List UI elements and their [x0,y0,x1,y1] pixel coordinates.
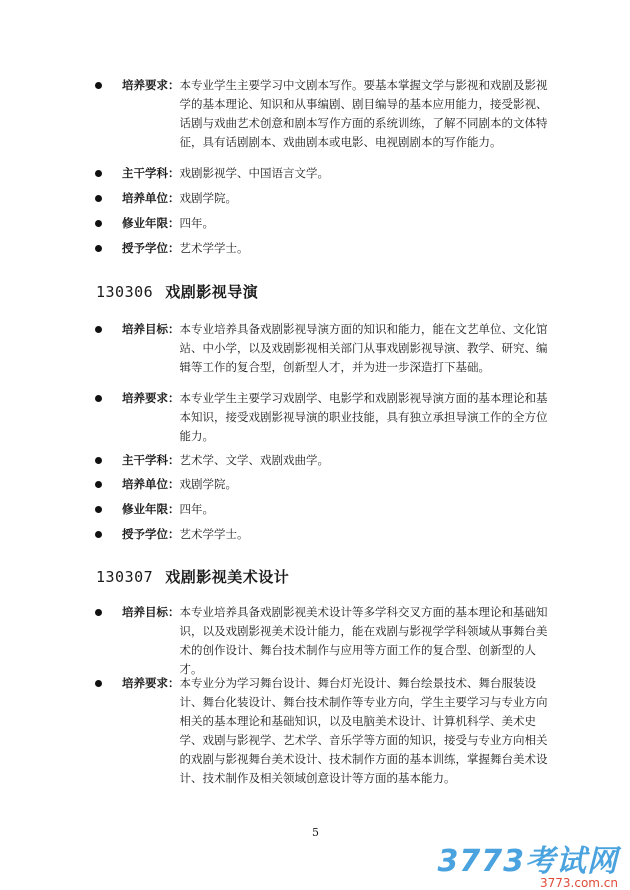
watermark-sub-text: 3773.com.cn [540,876,618,890]
list-item-main-disciplines [96,451,548,470]
bullet-icon [95,326,102,333]
item-text: 艺术学、文学、戏剧戏曲学。 [179,453,329,467]
item-label: 修业年限： [122,216,180,230]
bullet-icon [95,457,102,464]
item-text: 四年。 [179,216,214,230]
bullet-icon [95,481,102,488]
item-text: 本专业培养具备戏剧影视美术设计等多学科交叉方面的基本理论和基础知识，以及戏剧影视美术设计能力，能在戏剧与影视学学科领域从事舞台美术的创作设计、舞台技术制作与应用等方面工作的复合型、创新型的人才。 [179,605,548,676]
item-label: 培养要求： [122,391,180,405]
bullet-icon [95,506,102,513]
major-code: 130307 [96,568,154,586]
list-item-study-years [96,500,548,519]
major-title: 戏剧影视导演 [165,283,259,301]
bullet-icon [95,220,102,227]
item-label: 培养要求： [122,78,180,92]
list-item-degree [96,525,548,544]
list-item-study-years [96,214,548,233]
item-text: 戏剧学院。 [179,191,237,205]
list-item-training-unit [96,475,548,494]
bullet-icon [95,609,102,616]
list-item-training-requirements [96,389,548,446]
item-text: 戏剧影视学、中国语言文学。 [179,166,329,180]
item-text: 戏剧学院。 [179,477,237,491]
bullet-icon [95,170,102,177]
item-text: 艺术学学士。 [179,527,249,541]
section-heading [96,281,258,302]
item-text: 艺术学学士。 [179,241,249,255]
list-item-training-requirements [96,76,548,152]
list-item-training-goal [96,320,548,377]
list-item-degree [96,239,548,258]
item-label: 培养目标： [122,605,180,619]
item-text: 本专业学生主要学习戏剧学、电影学和戏剧影视导演方面的基本理论和基本知识，接受戏剧影视导演的职业技能，具有独立承担导演工作的全方位能力。 [179,391,548,443]
item-text: 本专业分为学习舞台设计、舞台灯光设计、舞台绘景技术、舞台服装设计、舞台化装设计、舞台技术制作等专业方向，学生主要学习与专业方向相关的基本理论和基础知识，以及电脑美术设计、计算机科学、美术史学、戏剧与影视学、艺术学、音乐学等方面的知识，接受与专业方向相关的戏剧与影视舞台美术设计、技术制作方面的基本训练，掌握舞台美术设计、技术制作及相关领域创意设计等方面的基本能力。 [179,676,548,785]
item-label: 培养要求： [122,676,180,690]
item-label: 培养目标： [122,322,180,336]
site-watermark-logo [438,836,619,890]
bullet-icon [95,531,102,538]
bullet-icon [95,82,102,89]
list-item-training-requirements [96,674,548,788]
item-label: 主干学科： [122,453,180,467]
bullet-icon [95,195,102,202]
item-text: 本专业培养具备戏剧影视导演方面的知识和能力，能在文艺单位、文化馆站、中小学，以及戏剧影视相关部门从事戏剧影视导演、教学、研究、编辑等工作的复合型，创新型人才，并为进一步深造打下基础。 [179,322,548,374]
item-label: 授予学位： [122,527,180,541]
major-code: 130306 [96,283,154,301]
item-text: 本专业学生主要学习中文剧本写作。要基本掌握文学与影视和戏剧及影视学的基本理论、知识和从事编剧、剧目编导的基本应用能力，接受影视、话剧与戏曲艺术创意和剧本写作方面的系统训练，了解不同剧本的文体特征，具有话剧剧本、戏曲剧本或电影、电视剧剧本的写作能力。 [179,78,548,149]
page-number: 5 [312,826,319,839]
watermark-main-text: 3773考试网 [437,844,618,879]
list-item-training-goal [96,603,548,679]
bullet-icon [95,680,102,687]
item-label: 修业年限： [122,502,180,516]
bullet-icon [95,245,102,252]
item-label: 培养单位： [122,191,180,205]
bullet-icon [95,395,102,402]
list-item-training-unit [96,189,548,208]
item-label: 授予学位： [122,241,180,255]
item-label: 培养单位： [122,477,180,491]
item-label: 主干学科： [122,166,180,180]
major-title: 戏剧影视美术设计 [165,568,290,586]
item-text: 四年。 [179,502,214,516]
section-heading [96,566,289,587]
list-item-main-disciplines [96,164,548,183]
